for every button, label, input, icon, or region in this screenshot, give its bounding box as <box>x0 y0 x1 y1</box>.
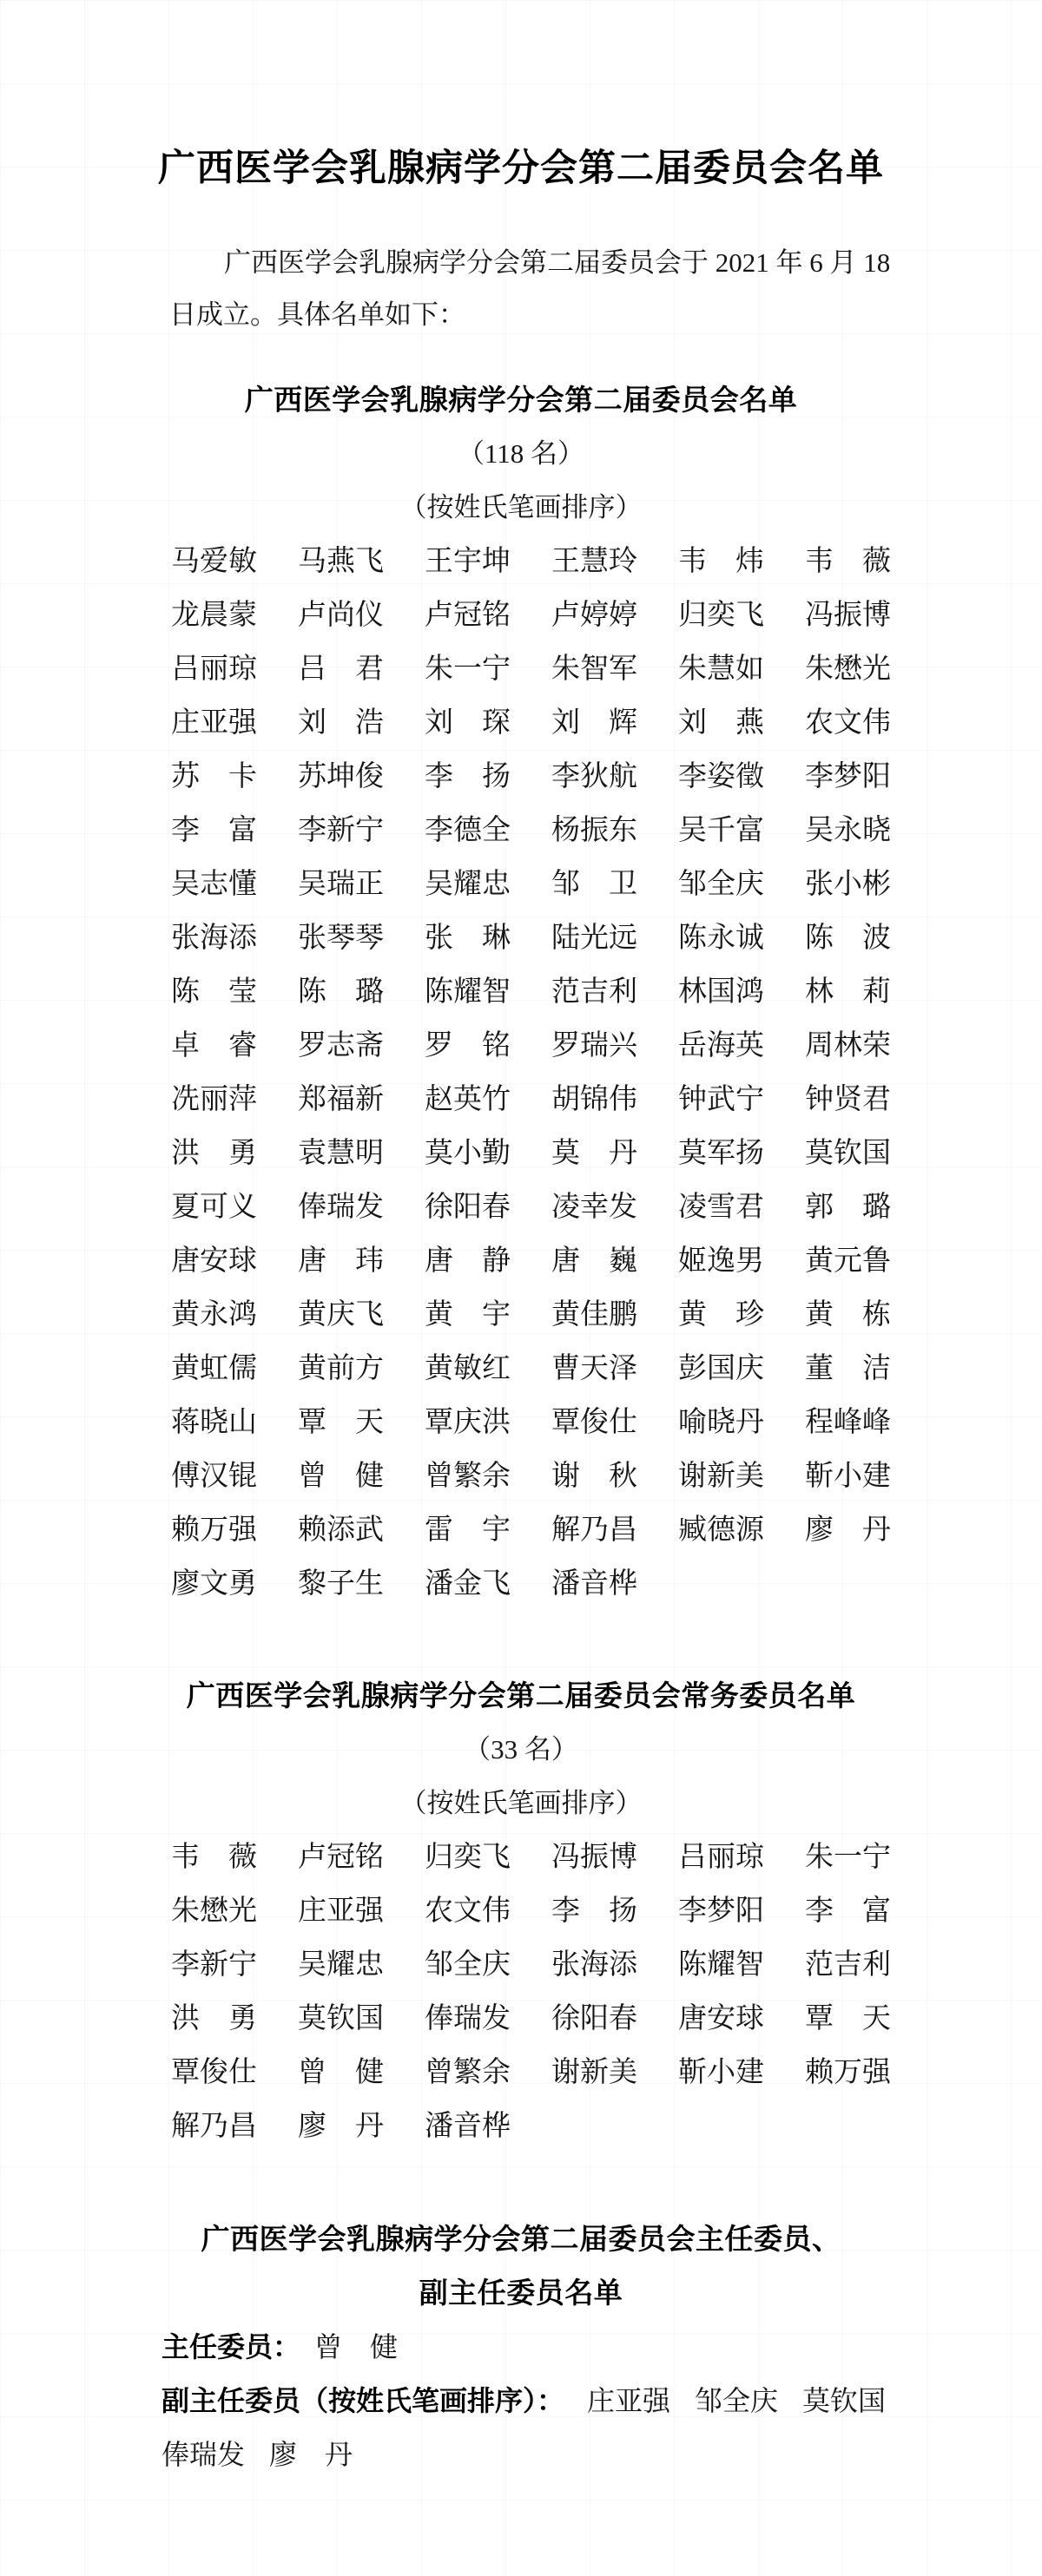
member-name: 覃 天 <box>298 1407 384 1438</box>
member-name: 黄元鲁 <box>805 1245 891 1277</box>
member-name: 归奕飞 <box>678 600 764 631</box>
member-name: 黄 宇 <box>425 1299 511 1331</box>
vice-chairman-names-line-1 <box>587 2374 910 2428</box>
member-name: 吴耀忠 <box>298 1949 384 1981</box>
member-name: 谢 秋 <box>551 1461 637 1492</box>
member-name: 雷 宇 <box>425 1515 511 1546</box>
member-name: 唐安球 <box>678 2003 764 2034</box>
member-name: 罗瑞兴 <box>551 1030 637 1061</box>
standing-committee-sort-order-note: （按姓氏笔画排序） <box>399 1788 643 1818</box>
member-name: 李新宁 <box>298 815 384 846</box>
member-name: 马燕飞 <box>298 546 384 577</box>
member-name: 钟武宁 <box>678 1084 764 1115</box>
member-name: 李姿徵 <box>678 761 764 792</box>
member-name: 潘金飞 <box>425 1568 511 1600</box>
member-name: 龙晨蒙 <box>171 600 257 631</box>
member-name: 廖文勇 <box>171 1568 257 1600</box>
member-name: 刘 辉 <box>551 707 637 739</box>
member-name: 李梦阳 <box>805 761 891 792</box>
member-name: 曾 健 <box>298 2057 384 2088</box>
member-name: 张小彬 <box>805 869 891 900</box>
member-name: 庄亚强 <box>298 1896 384 1927</box>
member-name: 俸瑞发 <box>425 2003 511 2034</box>
member-name: 杨振东 <box>551 815 637 846</box>
member-name: 韦 薇 <box>805 546 891 577</box>
member-name: 徐阳春 <box>425 1192 511 1223</box>
member-name: 吴瑞正 <box>298 869 384 900</box>
member-name: 凌雪君 <box>678 1192 764 1223</box>
member-name: 钟贤君 <box>805 1084 891 1115</box>
committee-sort-order-note: （按姓氏笔画排序） <box>399 492 643 522</box>
member-name: 解乃昌 <box>171 2111 257 2142</box>
member-name: 张 琳 <box>425 923 511 954</box>
member-name: 范吉利 <box>805 1949 891 1981</box>
committee-member-grid <box>0 535 1042 1611</box>
vice-chairman-name: 庄亚强 <box>587 2385 671 2416</box>
member-name: 吕丽琼 <box>678 1842 764 1873</box>
member-name: 臧德源 <box>678 1515 764 1546</box>
member-name: 黄敏红 <box>425 1353 511 1384</box>
member-name: 黄庆飞 <box>298 1299 384 1331</box>
member-name: 覃庆洪 <box>425 1407 511 1438</box>
standing-committee-member-count: （33 名） <box>464 1734 578 1764</box>
member-name: 潘音桦 <box>425 2111 511 2142</box>
member-name: 李 富 <box>171 815 257 846</box>
member-name: 范吉利 <box>551 976 637 1008</box>
member-name: 莫小勤 <box>425 1138 511 1169</box>
member-name: 赖万强 <box>805 2057 891 2088</box>
chairman-name: 曾 健 <box>314 2331 399 2362</box>
member-name: 谢新美 <box>678 1461 764 1492</box>
member-name: 朱智军 <box>551 654 637 685</box>
member-name: 黄佳鹏 <box>551 1299 637 1331</box>
member-name: 陈耀智 <box>425 976 511 1008</box>
member-name: 邹 卫 <box>551 869 637 900</box>
member-name: 姬逸男 <box>678 1245 764 1277</box>
member-name: 赵英竹 <box>425 1084 511 1115</box>
vice-chairman-name: 莫钦国 <box>802 2385 887 2416</box>
member-name: 韦 炜 <box>678 546 764 577</box>
member-name: 郭 璐 <box>805 1192 891 1223</box>
member-name: 吴耀忠 <box>425 869 511 900</box>
member-name: 郑福新 <box>298 1084 384 1115</box>
member-name: 李德全 <box>425 815 511 846</box>
member-name: 唐 玮 <box>298 1245 384 1277</box>
member-name: 韦 薇 <box>171 1842 257 1873</box>
member-name: 曹天泽 <box>551 1353 637 1384</box>
member-name: 莫钦国 <box>805 1138 891 1169</box>
member-name: 卢尚仪 <box>298 600 384 631</box>
member-name: 邹全庆 <box>678 869 764 900</box>
vice-chairman-name: 廖 丹 <box>269 2439 353 2470</box>
member-name: 朱一宁 <box>425 654 511 685</box>
member-name: 吕 君 <box>298 654 384 685</box>
member-name: 林 莉 <box>805 976 891 1008</box>
member-name: 曾繁余 <box>425 1461 511 1492</box>
member-name: 唐 巍 <box>551 1245 637 1277</box>
member-name: 凌幸发 <box>551 1192 637 1223</box>
member-name: 陆光远 <box>551 923 637 954</box>
committee-member-count: （118 名） <box>457 438 585 469</box>
member-name: 罗 铭 <box>425 1030 511 1061</box>
member-name: 吕丽琼 <box>171 654 257 685</box>
member-name: 黄 栋 <box>805 1299 891 1331</box>
member-name: 朱一宁 <box>805 1842 891 1873</box>
member-name: 洪 勇 <box>171 1138 257 1169</box>
vice-chairman-name: 俸瑞发 <box>162 2439 246 2470</box>
member-name: 胡锦伟 <box>551 1084 637 1115</box>
vice-chairman-overflow-row <box>0 2428 1042 2481</box>
intro-paragraph <box>0 237 1042 341</box>
member-name: 陈 璐 <box>298 976 384 1008</box>
member-name: 吴永晓 <box>805 815 891 846</box>
member-name: 张海添 <box>551 1949 637 1981</box>
standing-committee-section <box>0 1669 1042 2153</box>
member-name: 黄 珍 <box>678 1299 764 1331</box>
member-name: 李 富 <box>805 1896 891 1927</box>
member-name: 莫 丹 <box>551 1138 637 1169</box>
member-name: 李 扬 <box>551 1896 637 1927</box>
member-name: 张海添 <box>171 923 257 954</box>
member-name: 陈 波 <box>805 923 891 954</box>
member-name: 潘音桦 <box>551 1568 637 1600</box>
member-name: 黎子生 <box>298 1568 384 1600</box>
member-name: 庄亚强 <box>171 707 257 739</box>
main-title: 广西医学会乳腺病学分会第二届委员会名单 <box>158 148 884 189</box>
member-name: 蒋晓山 <box>171 1407 257 1438</box>
member-name: 覃 天 <box>805 2003 891 2034</box>
committee-section <box>0 373 1042 1611</box>
member-name: 莫钦国 <box>298 2003 384 2034</box>
member-name: 李梦阳 <box>678 1896 764 1927</box>
member-name: 彭国庆 <box>678 1353 764 1384</box>
member-name: 陈永诚 <box>678 923 764 954</box>
standing-committee-member-grid <box>0 1830 1042 2153</box>
member-name: 黄虹儒 <box>171 1353 257 1384</box>
intro-line-1: 广西医学会乳腺病学分会第二届委员会于 2021 年 6 月 18 <box>224 247 891 278</box>
member-name: 归奕飞 <box>425 1842 511 1873</box>
member-name: 覃俊仕 <box>551 1407 637 1438</box>
member-name: 冯振博 <box>805 600 891 631</box>
member-name: 农文伟 <box>805 707 891 739</box>
member-name: 曾繁余 <box>425 2057 511 2088</box>
member-name: 卢冠铭 <box>298 1842 384 1873</box>
member-name: 董 洁 <box>805 1353 891 1384</box>
member-name: 刘 琛 <box>425 707 511 739</box>
member-name: 李新宁 <box>171 1949 257 1981</box>
member-name: 廖 丹 <box>298 2111 384 2142</box>
member-name: 徐阳春 <box>551 2003 637 2034</box>
member-name: 李狄航 <box>551 761 637 792</box>
member-name: 罗志斋 <box>298 1030 384 1061</box>
member-name: 解乃昌 <box>551 1515 637 1546</box>
member-name: 唐 静 <box>425 1245 511 1277</box>
member-name: 莫军扬 <box>678 1138 764 1169</box>
member-name: 覃俊仕 <box>171 2057 257 2088</box>
member-name: 朱懋光 <box>805 654 891 685</box>
member-name: 吴千富 <box>678 815 764 846</box>
member-name: 靳小建 <box>805 1461 891 1492</box>
member-name: 张琴琴 <box>298 923 384 954</box>
vice-chairman-row <box>0 2374 1042 2428</box>
member-name: 夏可义 <box>171 1192 257 1223</box>
member-name: 刘 浩 <box>298 707 384 739</box>
member-name: 冼丽萍 <box>171 1084 257 1115</box>
chairman-label: 主任委员： <box>162 2331 301 2362</box>
member-name: 卓 睿 <box>171 1030 257 1061</box>
member-name: 邹全庆 <box>425 1949 511 1981</box>
member-name: 周林荣 <box>805 1030 891 1061</box>
member-name: 王慧玲 <box>551 546 637 577</box>
member-name: 程峰峰 <box>805 1407 891 1438</box>
member-name: 谢新美 <box>551 2057 637 2088</box>
member-name: 马爱敏 <box>171 546 257 577</box>
member-name: 苏 卡 <box>171 761 257 792</box>
leaders-title-line-1: 广西医学会乳腺病学分会第二届委员会主任委员、 <box>201 2223 841 2255</box>
vice-chairman-label: 副主任委员（按姓氏笔画排序）： <box>162 2385 565 2416</box>
leaders-section <box>0 2212 1042 2481</box>
member-name: 苏坤俊 <box>298 761 384 792</box>
member-name: 靳小建 <box>678 2057 764 2088</box>
intro-line-2: 日成立。具体名单如下： <box>169 299 465 330</box>
member-name: 赖添武 <box>298 1515 384 1546</box>
member-name: 俸瑞发 <box>298 1192 384 1223</box>
member-name: 朱懋光 <box>171 1896 257 1927</box>
member-name: 李 扬 <box>425 761 511 792</box>
member-name: 卢冠铭 <box>425 600 511 631</box>
member-name: 吴志懂 <box>171 869 257 900</box>
member-name: 冯振博 <box>551 1842 637 1873</box>
member-name: 袁慧明 <box>298 1138 384 1169</box>
vice-chairman-name: 邹全庆 <box>695 2385 779 2416</box>
committee-section-title: 广西医学会乳腺病学分会第二届委员会名单 <box>244 384 798 416</box>
member-name: 王宇坤 <box>425 546 511 577</box>
member-name: 岳海英 <box>678 1030 764 1061</box>
member-name: 陈耀智 <box>678 1949 764 1981</box>
leaders-title-line-2: 副主任委员名单 <box>419 2277 623 2309</box>
chairman-row <box>0 2320 1042 2374</box>
member-name: 傅汉锟 <box>171 1461 257 1492</box>
member-name: 黄前方 <box>298 1353 384 1384</box>
standing-committee-section-title: 广西医学会乳腺病学分会第二届委员会常务委员名单 <box>186 1679 856 1712</box>
member-name: 赖万强 <box>171 1515 257 1546</box>
member-name: 喻晓丹 <box>678 1407 764 1438</box>
member-name: 唐安球 <box>171 1245 257 1277</box>
member-name: 刘 燕 <box>678 707 764 739</box>
member-name: 廖 丹 <box>805 1515 891 1546</box>
member-name: 卢婷婷 <box>551 600 637 631</box>
member-name: 农文伟 <box>425 1896 511 1927</box>
member-name: 朱慧如 <box>678 654 764 685</box>
member-name: 黄永鸿 <box>171 1299 257 1331</box>
member-name: 林国鸿 <box>678 976 764 1008</box>
member-name: 曾 健 <box>298 1461 384 1492</box>
member-name: 陈 莹 <box>171 976 257 1008</box>
member-name: 洪 勇 <box>171 2003 257 2034</box>
